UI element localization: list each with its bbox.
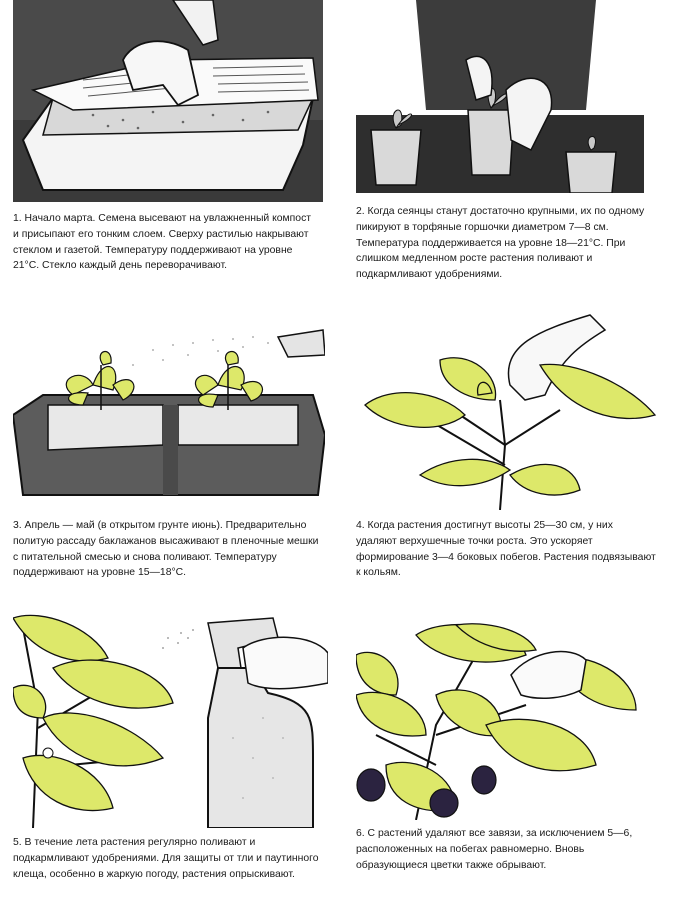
- spray-bottle-icon: [13, 608, 328, 828]
- seed-tray-with-newspaper-icon: [13, 0, 323, 202]
- pinching-growth-tip-icon: [360, 305, 660, 510]
- grow-bag-watering-icon: [13, 325, 325, 510]
- peat-pots-transplant-icon: [356, 0, 644, 193]
- step-5-caption: 5. В течение лета растения регулярно поливают и подкармливают удобрениями. Для защиты от тли и паутинного клеща, особенно в жаркую погоду, растения опрыскивают.: [13, 837, 319, 880]
- step-6-caption: 6. С растений удаляют все завязи, за исключением 5—6, расположенных на побегах равномерно. Вновь образующиеся цветки также обрывают.: [356, 828, 633, 871]
- removing-ovaries-icon: [356, 615, 641, 820]
- step-4-caption: 4. Когда растения достигнут высоты 25—30 см, у них удаляют верхушечные точки роста. Это ускоряет формирование 3—4 боковых побегов. Растения подвязывают к кольям.: [356, 520, 656, 579]
- step-3-caption: 3. Апрель — май (в открытом грунте июнь). Предварительно политую рассаду баклажанов высаживают в пленочные мешки с питательной смесью и снова поливают. Температуру поддерживают на уровне 15—18°С.: [13, 520, 319, 579]
- step-2-caption: 2. Когда сеянцы станут достаточно крупными, их по одному пикируют в торфяные горшочки диаметром 7—8 см. Температура поддерживается на уровне 18—21°С. При слишком медленном росте растения поливают и подкармливают удобрениями.: [356, 206, 645, 281]
- step-1-caption: 1. Начало марта. Семена высевают на увлажненный компост и присыпают его тонким слоем. Сверху растилью накрывают стеклом и газетой. Температуру поддерживают на уровне 21°С. Стекло каждый день переворачивают.: [13, 213, 312, 272]
